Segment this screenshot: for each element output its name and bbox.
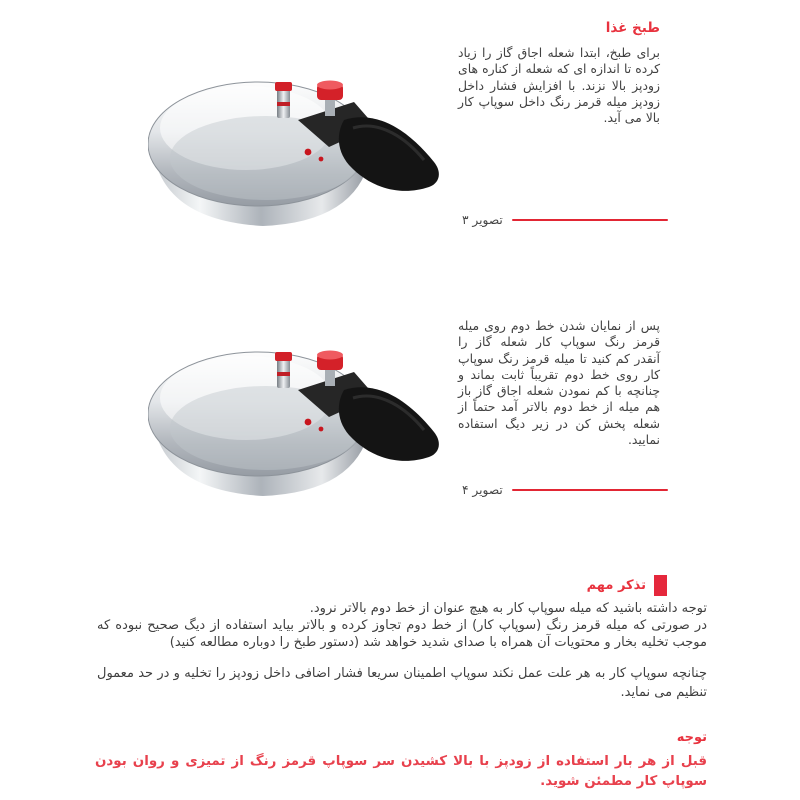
red-indicator-pin: [305, 419, 312, 426]
notice-paragraph-1: در صورتی که میله قرمز رنگ (سوپاپ کار) از خط دوم تجاوز کرده و بالاتر بیاید استفاده از دیگ صحیح نبوده که موجب تخلیه بخار و محتویات آن همراه با صدای شدید خواهد شد (دستور طبخ را دوباره مطالعه کنید): [97, 617, 707, 650]
red-block-marker: [654, 575, 667, 596]
pressure-valve-cap-top: [317, 351, 343, 360]
important-notice-header: [587, 575, 667, 596]
safety-valve-red-cap: [275, 82, 292, 91]
safety-valve-red-cap: [275, 352, 292, 361]
pressure-cooker-illustration: [148, 40, 445, 232]
page-title: طبخ غذا: [605, 20, 660, 36]
pressure-valve-stem: [325, 98, 335, 116]
pressure-cooker-illustration: [148, 310, 445, 502]
attention-paragraph: قبل از هر بار استفاده از زودپز با بالا کشیدن سر سوپاپ قرمز رنگ از تمیزی و روان بودن سوپاپ کار مطمئن شوید.: [95, 754, 707, 789]
cooking-paragraph-2: پس از نمایان شدن خط دوم روی میله قرمز رنگ سوپاپ کار شعله گاز را آنقدر کم کنید تا میله قرمز رنگ سوپاپ کار روی خط دوم تقریباً ثابت بماند و چنانچه با کم نمودن شعله اجاق گاز باز هم میله از خط دوم بالاتر آمد حتماً از شعله پخش کن در زیر دیگ استفاده نمایید.: [458, 318, 660, 448]
attention-title: توجه: [676, 730, 707, 745]
pressure-valve-cap-top: [317, 81, 343, 90]
important-notice-title: تذکر مهم: [586, 578, 646, 593]
safety-valve-red-ring: [277, 102, 290, 106]
pressure-valve-stem: [325, 368, 335, 386]
red-indicator-pin-small: [319, 427, 324, 432]
figure4-caption-row: [462, 480, 668, 500]
safety-valve-red-ring: [277, 372, 290, 376]
important-notice-body: [97, 601, 707, 702]
red-indicator-pin-small: [319, 157, 324, 162]
pressure-cooker-image-3: [148, 40, 445, 232]
pressure-cooker-image-4: [148, 310, 445, 502]
figure4-caption-label: تصویر ۴: [462, 483, 503, 497]
figure3-red-rule: [512, 219, 668, 222]
notice-line-1: توجه داشته باشید که میله سوپاپ کار به هیچ عنوان از خط دوم بالاتر نرود.: [309, 601, 707, 616]
cooking-paragraph-1: برای طبخ، ابتدا شعله اجاق گاز را زیاد کرده تا اندازه ای که شعله از کناره های زودپز بالا نزند. با افزایش فشار داخل زودپز میله قرمز رنگ داخل سوپاپ کار بالا می آید.: [458, 45, 660, 126]
notice-paragraph-2: چنانچه سوپاپ کار به هر علت عمل نکند سوپاپ اطمینان سریعا فشار اضافی داخل زودپز را تخلیه و در حد معمول تنظیم می نماید.: [97, 666, 707, 701]
figure4-red-rule: [512, 489, 668, 492]
figure3-caption-label: تصویر ۳: [462, 213, 503, 227]
figure3-caption-row: [462, 210, 668, 230]
red-indicator-pin: [305, 149, 312, 156]
